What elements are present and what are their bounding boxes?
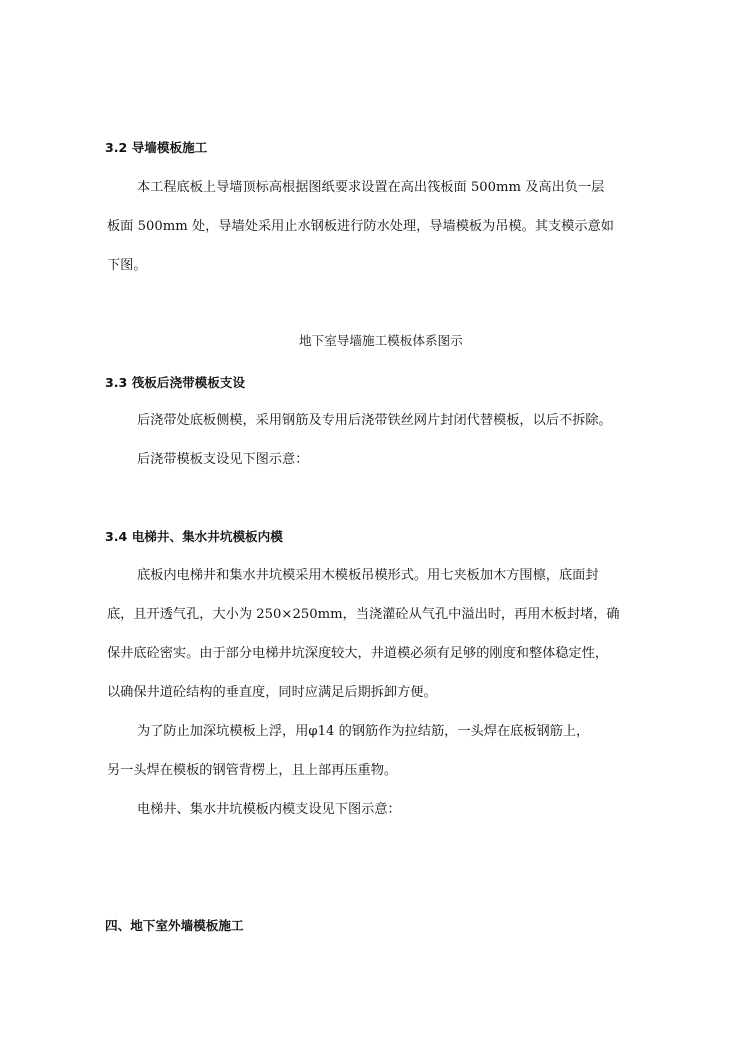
- section-3-4-paragraph: 电梯井、集水井坑模板内模支设见下图示意：: [137, 802, 401, 817]
- section-3-2-paragraph-line: 本工程底板上导墙顶标高根据图纸要求设置在高出筏板面 500mm 及高出负一层: [137, 180, 605, 195]
- section-3-2-heading: 3.2 导墙模板施工: [105, 140, 208, 155]
- section-3-4-paragraph-line: 为了防止加深坑模板上浮，用φ14 的钢筋作为拉结筋，一头焊在底板钢筋上，: [137, 724, 590, 739]
- section-3-4-paragraph-line: 保井底砼密实。由于部分电梯井坑深度较大，井道模必须有足够的刚度和整体稳定性，: [107, 646, 609, 661]
- section-3-3-paragraph: 后浇带模板支设见下图示意：: [137, 452, 309, 467]
- section-3-4-paragraph-line: 底板内电梯井和集水井坑模采用木模板吊模形式。用七夹板加木方围檩，底面封: [137, 568, 599, 583]
- section-3-4-paragraph-line: 另一头焊在模板的钢管背楞上，且上部再压重物。: [107, 763, 398, 778]
- section-3-4-paragraph-line: 底，且开透气孔，大小为 250×250mm，当浇灌砼从气孔中溢出时，再用木板封堵，确: [107, 607, 620, 622]
- section-3-3-paragraph: 后浇带处底板侧模，采用钢筋及专用后浇带铁丝网片封闭代替模板，以后不拆除。: [137, 413, 612, 428]
- section-4-heading: 四、地下室外墙模板施工: [105, 918, 244, 933]
- section-3-4-heading: 3.4 电梯井、集水井坑模板内模: [105, 529, 283, 544]
- section-3-3-heading: 3.3 筏板后浇带模板支设: [105, 375, 246, 390]
- section-3-2-paragraph-line: 板面 500mm 处，导墙处采用止水钢板进行防水处理，导墙模板为吊模。其支模示意如: [107, 219, 614, 234]
- figure-caption: 地下室导墙施工模板体系图示: [299, 333, 463, 348]
- section-3-4-paragraph-line: 以确保井道砼结构的垂直度，同时应满足后期拆卸方便。: [107, 685, 437, 700]
- section-3-2-paragraph-line: 下图。: [107, 258, 147, 273]
